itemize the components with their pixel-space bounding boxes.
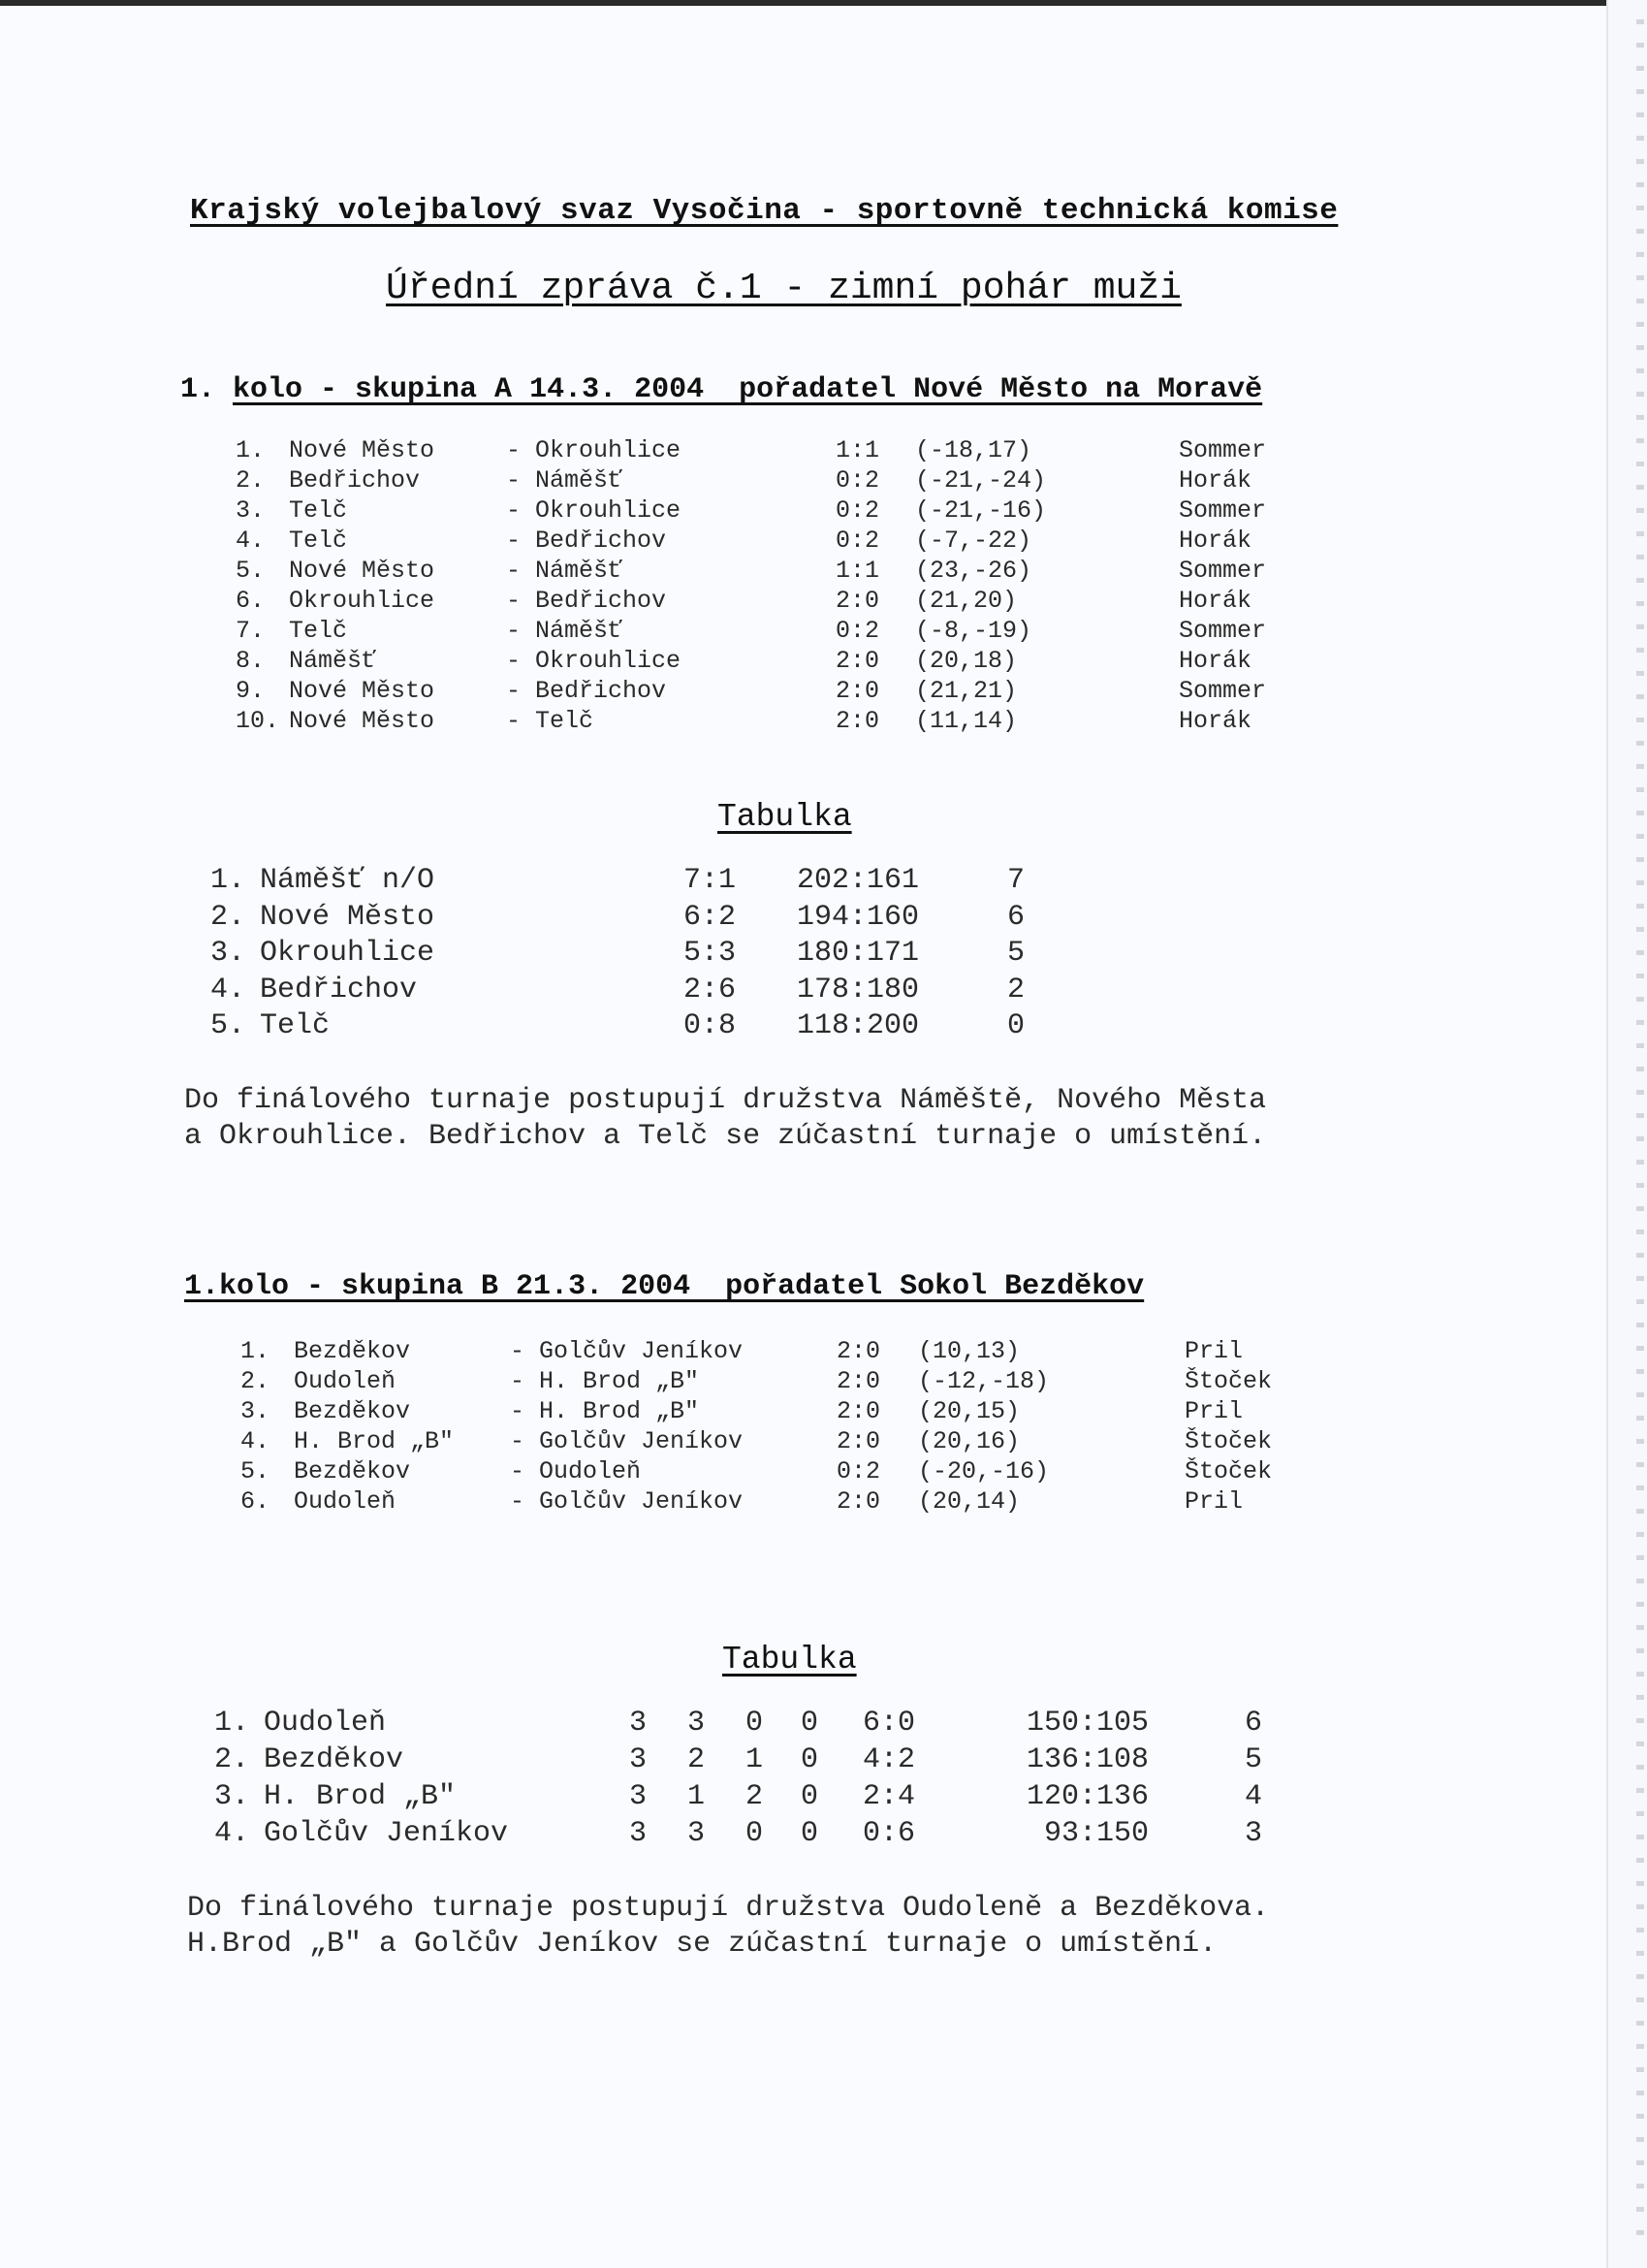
match-number: 7. — [236, 617, 266, 645]
match-score: 0:2 — [836, 527, 880, 555]
match-score: 0:2 — [836, 617, 880, 645]
perforation-mark — [1636, 741, 1644, 746]
match-referee: Pril — [1185, 1487, 1244, 1516]
match-set-points: (20,14) — [918, 1487, 1021, 1516]
standings-points-ratio: 150:105 — [1026, 1707, 1149, 1740]
group-b-note-line-1: Do finálového turnaje postupují družstva Oudoleně a Bezděkova. — [187, 1892, 1270, 1925]
match-home-team: Telč — [289, 617, 348, 645]
match-referee: Pril — [1185, 1337, 1244, 1365]
perforation-mark — [1636, 1997, 1644, 2002]
standings-points: 4 — [1245, 1780, 1263, 1813]
match-set-points: (-20,-16) — [918, 1457, 1050, 1485]
perforation-mark — [1636, 950, 1644, 955]
standings-rank: 2. — [214, 1743, 250, 1776]
standings-points-ratio: 118:200 — [797, 1009, 920, 1042]
perforation-mark — [1636, 904, 1644, 909]
perforation-mark — [1636, 1672, 1644, 1677]
match-set-points: (21,21) — [915, 677, 1018, 705]
perforation-mark — [1636, 1904, 1644, 1909]
match-away-team: - Náměšť — [506, 617, 623, 645]
match-score: 2:0 — [836, 677, 880, 705]
perforation-mark — [1636, 2207, 1644, 2212]
perforation-mark — [1636, 764, 1644, 769]
match-referee: Horák — [1179, 527, 1252, 555]
standings-won: 1 — [687, 1780, 706, 1813]
report-title: Úřední zpráva č.1 - zimní pohár muži — [386, 268, 1182, 309]
standings-rank: 4. — [210, 973, 246, 1006]
match-number: 1. — [240, 1337, 270, 1365]
perforation-mark — [1636, 2160, 1644, 2165]
scan-top-edge — [0, 0, 1647, 6]
match-set-points: (-8,-19) — [915, 617, 1032, 645]
match-home-team: H. Brod „B" — [294, 1427, 455, 1455]
match-number: 10. — [236, 707, 280, 735]
standings-team: H. Brod „B" — [264, 1780, 457, 1813]
match-home-team: Nové Město — [289, 557, 435, 585]
perforation-mark — [1636, 299, 1644, 303]
match-score: 2:0 — [837, 1337, 881, 1365]
match-referee: Štoček — [1185, 1457, 1273, 1485]
match-away-team: - Okrouhlice — [506, 436, 681, 464]
perforation-mark — [1636, 1323, 1644, 1327]
perforation-mark — [1636, 1951, 1644, 1956]
match-away-team: - Bedřichov — [506, 527, 667, 555]
match-score: 2:0 — [837, 1367, 881, 1395]
perforation-mark — [1636, 2067, 1644, 2072]
match-referee: Sommer — [1179, 677, 1267, 705]
perforation-mark — [1636, 206, 1644, 210]
standings-team: Okrouhlice — [260, 937, 435, 970]
standings-drawn: 1 — [745, 1743, 764, 1776]
perforation-mark — [1636, 1485, 1644, 1490]
match-score: 0:2 — [836, 496, 880, 525]
standings-points: 5 — [1245, 1743, 1263, 1776]
standings-won: 3 — [687, 1707, 706, 1740]
standings-sets: 0:6 — [863, 1817, 916, 1850]
match-referee: Sommer — [1179, 436, 1267, 464]
match-away-team: - Oudoleň — [510, 1457, 642, 1485]
perforation-mark — [1636, 1206, 1644, 1211]
match-referee: Horák — [1179, 647, 1252, 675]
perforation-mark — [1636, 2114, 1644, 2119]
match-referee: Štoček — [1185, 1367, 1273, 1395]
perforation-mark — [1636, 787, 1644, 792]
organization-heading: Krajský volejbalový svaz Vysočina - sportovně technická komise — [190, 194, 1339, 228]
standings-rank: 4. — [214, 1817, 250, 1850]
perforation-mark — [1636, 1067, 1644, 1071]
match-away-team: - Golčův Jeníkov — [510, 1487, 744, 1516]
perforation-mark — [1636, 1579, 1644, 1583]
perforation-mark — [1636, 322, 1644, 327]
standings-lost: 0 — [801, 1817, 819, 1850]
match-referee: Horák — [1179, 587, 1252, 615]
standings-lost: 0 — [801, 1780, 819, 1813]
perforation-mark — [1636, 1625, 1644, 1630]
match-score: 2:0 — [836, 647, 880, 675]
perforation-mark — [1636, 997, 1644, 1002]
group-b-note — [187, 1891, 1269, 1963]
group-a-heading-text: kolo - skupina A 14.3. 2004 pořadatel Nové Město na Moravě — [233, 373, 1263, 406]
match-score: 2:0 — [837, 1397, 881, 1425]
standings-won: 2 — [687, 1743, 706, 1776]
match-home-team: Oudoleň — [294, 1487, 396, 1516]
match-referee: Horák — [1179, 466, 1252, 495]
match-home-team: Bezděkov — [294, 1457, 411, 1485]
group-a-heading — [180, 373, 1262, 406]
match-score: 1:1 — [836, 557, 880, 585]
standings-rank: 5. — [210, 1009, 246, 1042]
standings-points: 6 — [1245, 1707, 1263, 1740]
match-referee: Pril — [1185, 1397, 1244, 1425]
perforation-mark — [1636, 462, 1644, 466]
perforation-mark — [1636, 2184, 1644, 2188]
perforation-mark — [1636, 1369, 1644, 1374]
perforation-mark — [1636, 1183, 1644, 1188]
perforation-mark — [1636, 66, 1644, 71]
match-home-team: Oudoleň — [294, 1367, 396, 1395]
perforation-mark — [1636, 2021, 1644, 2026]
match-number: 3. — [236, 496, 266, 525]
standings-sets: 6:2 — [683, 900, 737, 934]
perforation-mark — [1636, 112, 1644, 117]
perforation-mark — [1636, 1043, 1644, 1048]
standings-team: Bezděkov — [264, 1743, 404, 1776]
standings-team: Bedřichov — [260, 973, 418, 1006]
perforation-mark — [1636, 555, 1644, 559]
standings-drawn: 0 — [745, 1707, 764, 1740]
match-away-team: - Golčův Jeníkov — [510, 1337, 744, 1365]
standings-drawn: 2 — [745, 1780, 764, 1813]
match-set-points: (20,15) — [918, 1397, 1021, 1425]
standings-points: 0 — [1007, 1009, 1026, 1042]
match-home-team: Bezděkov — [294, 1397, 411, 1425]
standings-points-ratio: 120:136 — [1026, 1780, 1149, 1813]
standings-points: 3 — [1245, 1817, 1263, 1850]
match-home-team: Telč — [289, 496, 348, 525]
perforation-mark — [1636, 1276, 1644, 1281]
standings-rank: 1. — [214, 1707, 250, 1740]
standings-sets: 7:1 — [683, 864, 737, 897]
match-home-team: Telč — [289, 527, 348, 555]
match-away-team: - Náměšť — [506, 466, 623, 495]
perforation-mark — [1636, 1439, 1644, 1444]
group-b-note-line-2: H.Brod „B" a Golčův Jeníkov se zúčastní turnaje o umístění. — [187, 1928, 1218, 1961]
perforation-mark — [1636, 974, 1644, 978]
perforation-mark — [1636, 1858, 1644, 1863]
match-set-points: (-18,17) — [915, 436, 1032, 464]
group-b-heading — [184, 1270, 1144, 1303]
match-set-points: (10,13) — [918, 1337, 1021, 1365]
perforation-mark — [1636, 1532, 1644, 1537]
match-home-team: Bedřichov — [289, 466, 421, 495]
perforation-mark — [1636, 19, 1644, 24]
group-b-heading-text: 1.kolo - skupina B 21.3. 2004 pořadatel Sokol Bezděkov — [184, 1270, 1145, 1303]
match-number: 1. — [236, 436, 266, 464]
match-number: 4. — [236, 527, 266, 555]
match-home-team: Okrouhlice — [289, 587, 435, 615]
match-referee: Sommer — [1179, 557, 1267, 585]
perforation-mark — [1636, 1392, 1644, 1397]
perforation-mark — [1636, 1346, 1644, 1351]
standings-sets: 4:2 — [863, 1743, 916, 1776]
match-away-team: - Bedřichov — [506, 587, 667, 615]
perforation-mark — [1636, 1555, 1644, 1560]
perforation-mark — [1636, 624, 1644, 629]
perforation-mark — [1636, 2044, 1644, 2049]
standings-played: 3 — [629, 1817, 648, 1850]
match-set-points: (-21,-24) — [915, 466, 1047, 495]
standings-won: 3 — [687, 1817, 706, 1850]
perforation-mark — [1636, 2091, 1644, 2095]
match-score: 0:2 — [836, 466, 880, 495]
perforation-mark — [1636, 1299, 1644, 1304]
perforation-mark — [1636, 1741, 1644, 1746]
standings-rank: 3. — [210, 937, 246, 970]
perforation-mark — [1636, 182, 1644, 187]
group-b-table-title: Tabulka — [722, 1642, 857, 1677]
standings-points-ratio: 202:161 — [797, 864, 920, 897]
match-number: 5. — [240, 1457, 270, 1485]
match-away-team: - Golčův Jeníkov — [510, 1427, 744, 1455]
match-away-team: - Náměšť — [506, 557, 623, 585]
match-home-team: Nové Město — [289, 436, 435, 464]
perforation-mark — [1636, 1928, 1644, 1933]
perforation-mark — [1636, 1835, 1644, 1839]
perforation-mark — [1636, 508, 1644, 513]
match-number: 8. — [236, 647, 266, 675]
match-set-points: (-12,-18) — [918, 1367, 1050, 1395]
standings-played: 3 — [629, 1780, 648, 1813]
match-away-team: - H. Brod „B" — [510, 1367, 700, 1395]
group-a-note — [184, 1083, 1266, 1155]
perforation-mark — [1636, 531, 1644, 536]
match-away-team: - H. Brod „B" — [510, 1397, 700, 1425]
perforation-mark — [1636, 1113, 1644, 1118]
match-number: 6. — [240, 1487, 270, 1516]
standings-points-ratio: 136:108 — [1026, 1743, 1149, 1776]
match-set-points: (-21,-16) — [915, 496, 1047, 525]
match-away-team: - Okrouhlice — [506, 647, 681, 675]
match-set-points: (21,20) — [915, 587, 1018, 615]
match-number: 2. — [240, 1367, 270, 1395]
perforation-mark — [1636, 1509, 1644, 1514]
perforation-mark — [1636, 2137, 1644, 2142]
standings-sets: 2:6 — [683, 973, 737, 1006]
perforation-mark — [1636, 43, 1644, 48]
standings-played: 3 — [629, 1707, 648, 1740]
match-home-team: Bezděkov — [294, 1337, 411, 1365]
perforation-mark — [1636, 1765, 1644, 1770]
perforation-mark — [1636, 159, 1644, 164]
perforation-mark — [1636, 1462, 1644, 1467]
perforation-mark — [1636, 1136, 1644, 1141]
perforation-mark — [1636, 345, 1644, 350]
match-score: 2:0 — [836, 707, 880, 735]
standings-points: 5 — [1007, 937, 1026, 970]
perforation-mark — [1636, 718, 1644, 722]
standings-points: 7 — [1007, 864, 1026, 897]
group-a-heading-number: 1. — [180, 373, 234, 406]
standings-drawn: 0 — [745, 1817, 764, 1850]
match-score: 2:0 — [837, 1487, 881, 1516]
perforation-mark — [1636, 252, 1644, 257]
standings-team: Golčův Jeníkov — [264, 1817, 509, 1850]
standings-lost: 0 — [801, 1743, 819, 1776]
perforation-mark — [1636, 1974, 1644, 1979]
match-referee: Horák — [1179, 707, 1252, 735]
match-number: 6. — [236, 587, 266, 615]
standings-played: 3 — [629, 1743, 648, 1776]
standings-points: 6 — [1007, 900, 1026, 934]
perforation-mark — [1636, 1811, 1644, 1816]
standings-sets: 0:8 — [683, 1009, 737, 1042]
perforation-mark — [1636, 1416, 1644, 1421]
standings-rank: 1. — [210, 864, 246, 897]
match-home-team: Náměšť — [289, 647, 377, 675]
match-home-team: Nové Město — [289, 707, 435, 735]
perforation-mark — [1636, 136, 1644, 141]
perforation-mark — [1636, 229, 1644, 234]
match-number: 9. — [236, 677, 266, 705]
standings-rank: 3. — [214, 1780, 250, 1813]
standings-sets: 5:3 — [683, 937, 737, 970]
perforation-mark — [1636, 1881, 1644, 1886]
standings-points: 2 — [1007, 973, 1026, 1006]
match-number: 4. — [240, 1427, 270, 1455]
standings-sets: 2:4 — [863, 1780, 916, 1813]
match-away-team: - Okrouhlice — [506, 496, 681, 525]
match-score: 1:1 — [836, 436, 880, 464]
perforation-mark — [1636, 275, 1644, 280]
standings-team: Oudoleň — [264, 1707, 387, 1740]
match-score: 2:0 — [836, 587, 880, 615]
perforation-mark — [1636, 578, 1644, 583]
perforation-mark — [1636, 694, 1644, 699]
perforation-mark — [1636, 1602, 1644, 1607]
match-number: 2. — [236, 466, 266, 495]
perforation-mark — [1636, 601, 1644, 606]
perforation-mark — [1636, 857, 1644, 862]
standings-sets: 6:0 — [863, 1707, 916, 1740]
perforation-mark — [1636, 1788, 1644, 1793]
perforation-mark — [1636, 1253, 1644, 1258]
standings-points-ratio: 194:160 — [797, 900, 920, 934]
group-a-note-line-2: a Okrouhlice. Bedřichov a Telč se zúčastní turnaje o umístění. — [184, 1120, 1267, 1153]
match-referee: Sommer — [1179, 617, 1267, 645]
match-referee: Sommer — [1179, 496, 1267, 525]
perforation-mark — [1636, 648, 1644, 653]
perforation-mark — [1636, 2230, 1644, 2235]
perforation-mark — [1636, 811, 1644, 815]
match-away-team: - Telč — [506, 707, 594, 735]
match-set-points: (11,14) — [915, 707, 1018, 735]
perforation-mark — [1636, 1020, 1644, 1025]
perforation-mark — [1636, 1648, 1644, 1653]
standings-team: Nové Město — [260, 900, 435, 934]
perforation-mark — [1636, 1718, 1644, 1723]
match-number: 3. — [240, 1397, 270, 1425]
perforation-mark — [1636, 834, 1644, 839]
standings-points-ratio: 178:180 — [797, 973, 920, 1006]
perforation-mark — [1636, 438, 1644, 443]
standings-rank: 2. — [210, 900, 246, 934]
match-set-points: (20,16) — [918, 1427, 1021, 1455]
match-away-team: - Bedřichov — [506, 677, 667, 705]
match-referee: Štoček — [1185, 1427, 1273, 1455]
group-a-note-line-1: Do finálového turnaje postupují družstva Náměště, Nového Města — [184, 1084, 1267, 1117]
perforation-mark — [1636, 392, 1644, 397]
perforation-mark — [1636, 1230, 1644, 1234]
match-score: 2:0 — [837, 1427, 881, 1455]
match-home-team: Nové Město — [289, 677, 435, 705]
perforation-mark — [1636, 880, 1644, 885]
match-set-points: (20,18) — [915, 647, 1018, 675]
group-a-table-title: Tabulka — [717, 799, 852, 835]
perforation-mark — [1636, 368, 1644, 373]
standings-lost: 0 — [801, 1707, 819, 1740]
standings-points-ratio: 93:150 — [1043, 1817, 1149, 1850]
perforation-mark — [1636, 415, 1644, 420]
match-set-points: (23,-26) — [915, 557, 1032, 585]
standings-team: Náměšť n/O — [260, 864, 435, 897]
match-number: 5. — [236, 557, 266, 585]
perforation-mark — [1636, 485, 1644, 490]
match-set-points: (-7,-22) — [915, 527, 1032, 555]
perforation-mark — [1636, 671, 1644, 676]
perforation-mark — [1636, 1695, 1644, 1700]
match-score: 0:2 — [837, 1457, 881, 1485]
standings-team: Telč — [260, 1009, 331, 1042]
perforation-mark — [1636, 89, 1644, 94]
standings-points-ratio: 180:171 — [797, 937, 920, 970]
perforation-mark — [1636, 1160, 1644, 1165]
perforation-mark — [1636, 1090, 1644, 1095]
perforation-mark — [1636, 927, 1644, 932]
